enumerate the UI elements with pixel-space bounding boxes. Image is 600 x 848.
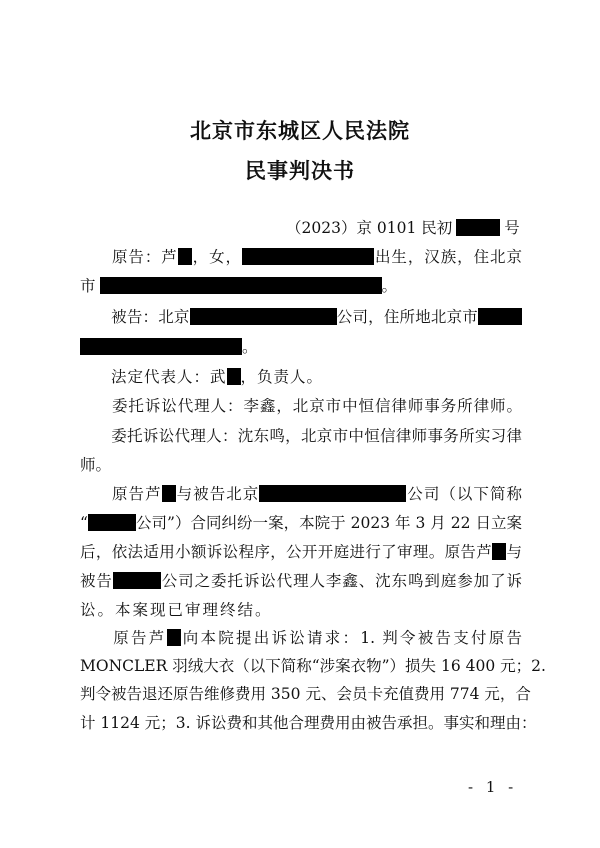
text: 。 xyxy=(381,277,398,295)
text: 公司之委托诉讼代理人李鑫、沈东鸣到庭参加了诉 xyxy=(160,572,522,590)
plaintiff-address xyxy=(80,276,522,296)
text: ，负责人。 xyxy=(240,368,324,386)
text: 委托诉讼代理人：沈东鸣，北京市中恒信律师事务所实习律 xyxy=(111,427,522,445)
text: 公司”）合同纠纷一案，本院于 2023 年 3 月 22 日立案 xyxy=(135,514,522,532)
text: 被告 xyxy=(80,572,113,590)
redaction xyxy=(178,248,192,265)
redaction xyxy=(478,308,522,325)
defendant-line xyxy=(80,307,522,327)
agent-2-cont xyxy=(80,455,522,475)
court-name: 北京市东城区人民法院 xyxy=(190,118,410,143)
claims-line xyxy=(80,656,546,676)
text: 法定代表人：武 xyxy=(111,368,227,386)
text: 原告芦 xyxy=(111,629,167,647)
text: 判令被告退还原告维修费用 350 元、会员卡充值费用 774 元，合 xyxy=(80,685,531,703)
defendant-address xyxy=(80,337,522,357)
paragraph-line xyxy=(80,571,522,591)
agent-2 xyxy=(80,426,522,446)
legal-representative xyxy=(80,367,522,387)
text: 与 xyxy=(506,543,522,561)
text: 公司（以下简称 xyxy=(406,485,522,503)
claims-line xyxy=(80,713,537,733)
page-number: - 1 - xyxy=(468,778,518,796)
agent-1 xyxy=(80,396,522,416)
redaction xyxy=(190,308,337,325)
text: 出生，汉族，住北京 xyxy=(374,248,522,266)
text: 向本院提出诉讼请求：1. 判令被告支付原告 xyxy=(180,629,522,647)
text: 师。 xyxy=(80,456,112,474)
redaction xyxy=(100,277,382,294)
paragraph-line xyxy=(80,513,522,533)
text: 公司，住所地北京市 xyxy=(336,308,478,326)
redaction xyxy=(113,572,161,589)
redaction xyxy=(80,338,242,355)
redaction xyxy=(227,368,241,385)
text: 市 xyxy=(80,277,96,295)
paragraph-line xyxy=(80,484,522,504)
text: “ xyxy=(80,514,88,532)
text: 与被告北京 xyxy=(175,485,260,503)
paragraph-line xyxy=(80,542,522,562)
case-number xyxy=(286,218,526,238)
text: （2023）京 0101 民初 xyxy=(286,219,453,237)
text: 委托诉讼代理人：李鑫，北京市中恒信律师事务所律师。 xyxy=(111,397,522,415)
text: MONCLER 羽绒大衣（以下简称“涉案衣物”）损失 16 400 元；2. xyxy=(80,657,546,675)
redaction xyxy=(167,629,181,646)
paragraph-line xyxy=(80,600,522,620)
redaction xyxy=(242,248,374,265)
text: 后，依法适用小额诉讼程序，公开开庭进行了审理。原告芦 xyxy=(80,543,493,561)
plaintiff-line xyxy=(80,247,522,267)
redaction xyxy=(88,514,136,531)
text: 被告：北京 xyxy=(111,308,190,326)
claims-line xyxy=(80,684,531,704)
redaction xyxy=(162,485,176,502)
text: 讼。本案现已审理终结。 xyxy=(80,601,273,619)
redaction xyxy=(492,543,506,560)
text: 。 xyxy=(242,338,258,356)
text: ，女， xyxy=(191,248,242,266)
claims-line xyxy=(80,628,522,648)
text: 原告芦 xyxy=(111,485,162,503)
text: 计 1124 元；3. 诉讼费和其他合理费用由被告承担。事实和理由： xyxy=(80,714,537,732)
redaction xyxy=(259,485,406,502)
document-title: 民事判决书 xyxy=(245,158,355,183)
text: 号 xyxy=(504,219,520,237)
redaction xyxy=(456,219,500,236)
text: 原告：芦 xyxy=(111,248,178,266)
